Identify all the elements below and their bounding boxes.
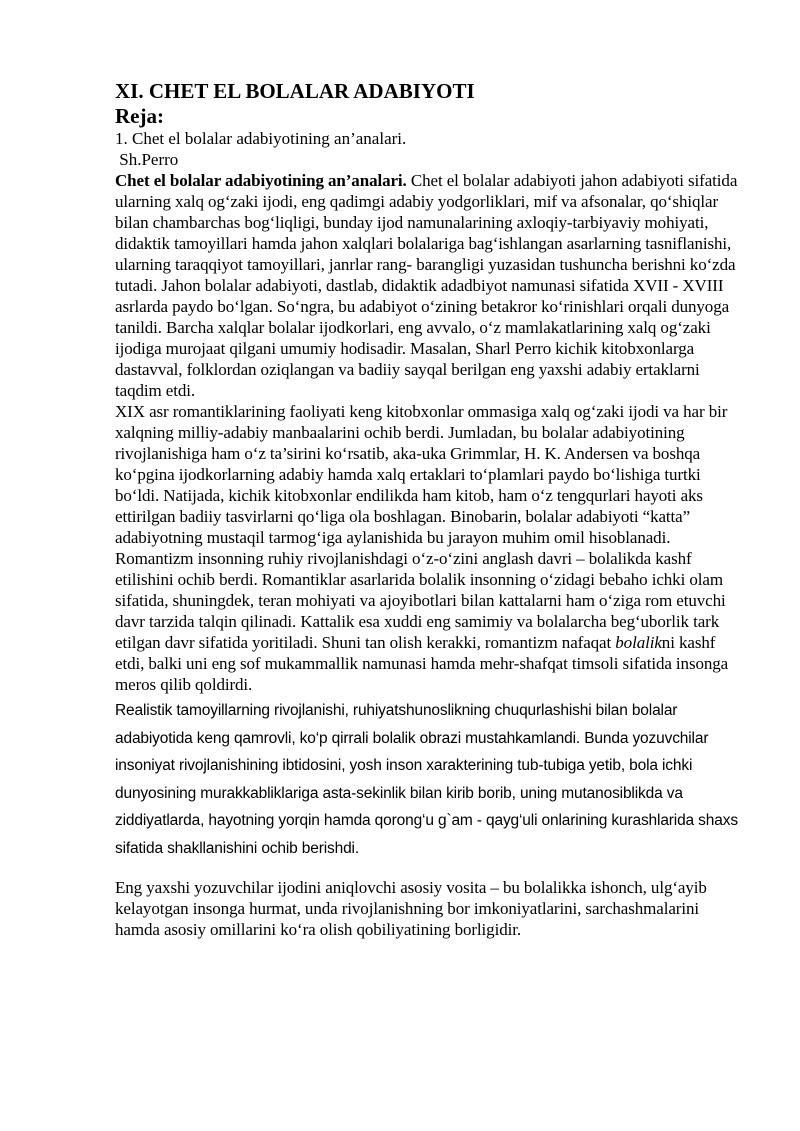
section-text: Chet el bolalar adabiyoti jahon adabiyoti sifatida ularning xalq og‘zaki ijodi, eng qadimgi adabiy yodgorliklari, mif va afsonalar, qo‘shiqlar bilan chambarchas bog‘liqligi, bunday ijod namunalarining axloqiy-tarbiyaviy mohiyati, didaktik tamoyillari hamda jahon xalqlari bolalariga bag‘ishlangan asarlarning tasniflanishi, ularning taraqqiyot tamoyillari, janrlar rang- barangligi yuzasidan tushuncha berishni ko‘zda tutadi. Jahon bolalar adabiyoti, dastlab, didaktik adadbiyot namunasi sifatida XVII - XVIII asrlarda paydo bo‘lgan. So‘ngra, bu adabiyot o‘zining betakror ko‘rinishlari orqali dunyoga tanildi. Barcha xalqlar bolalar ijodkorlari, eng avvalo, o‘z mamlakatlarining xalq og‘zaki ijodiga murojaat qilgani umumiy hodisadir. Masalan, Sharl Perro kichik kitobxonlarga dastavval, folklordan oziqlangan va badiiy sayqal berilgan eng yaxshi adabiy ertaklarni taqdim etdi. bbox=[115, 171, 738, 400]
paragraph-traditions bbox=[115, 170, 740, 401]
plan-heading: Reja: bbox=[115, 104, 164, 128]
romanticism-text-start: Romantizm insonning ruhiy rivojlanishdagi o‘z-o‘zini anglash davri – bolalikda kashf etilishini ochib berdi. Romantiklar asarlarida bolalik insonning o‘zidagi bebaho ichki olam sifatida, shuningdek, teran mohiyati va ajoyibotlari bilan kattalarni ham o‘ziga rom etuvchi davr tarzida talqin qilinadi. Kattalik esa xuddi eng samimiy va bolalarcha beg‘uborlik tark etilgan davr sifatida yoritiladi. Shuni tan olish kerakki, romantizm nafaqat bbox=[115, 549, 726, 652]
document-page bbox=[115, 78, 740, 940]
section-lead: Chet el bolalar adabiyotining an’analari. bbox=[115, 171, 407, 190]
plan-item-2: Sh.Perro bbox=[115, 150, 179, 169]
document-title: XI. CHET EL BOLALAR ADABIYOTI bbox=[115, 79, 475, 103]
paragraph-romanticism bbox=[115, 548, 740, 695]
paragraph-realism: Realistik tamoyillarning rivojlanishi, ruhiyatshunoslikning chuqurlashishi bilan bolalar adabiyotida keng qamrovli, ko‘p qirrali bolalik obrazi mustahkamlandi. Bunda yozuvchilar insoniyat rivojlanishining ibtidosini, yosh inson xarakterining tub-tubiga yetib, bola ichki dunyosining murakkabliklariga asta-sekinlik bilan kirib borib, uning mutanosiblikda va ziddiyatlarda, hayotning yorqin hamda qorong‘u g`am - qayg‘uli onlarining kurashlarida shaxs sifatida shakllanishini ochib berishdi. bbox=[115, 702, 738, 857]
paragraph-best-writers: Eng yaxshi yozuvchilar ijodini aniqlovchi asosiy vosita – bu bolalikka ishonch, ulg‘ayib kelayotgan insonga hurmat, unda rivojlanishning bor imkoniyatlarini, sarchashmalarini hamda asosiy omillarini ko‘ra olish qobiliyatining borligidir. bbox=[115, 878, 707, 939]
romanticism-italic-word: bolalik bbox=[615, 633, 662, 652]
romanticism-text-end: ni kashf etdi, balki uni eng sof mukammallik namunasi hamda mehr-shafqat timsoli sifatida insonga meros qilib qoldirdi. bbox=[115, 633, 729, 694]
paragraph-romantics: XIX asr romantiklarining faoliyati keng kitobxonlar ommasiga xalq og‘zaki ijodi va har bir xalqning milliy-adabiy manbaalarini ochib berdi. Jumladan, bu bolalar adabiyotining rivojlanishiga ham o‘z ta’sirini ko‘rsatib, aka-uka Grimmlar, H. K. Andersen va boshqa ko‘pgina ijodkorlarning adabiy hamda xalq ertaklari to‘plamlari paydo bo‘lishiga turtki bo‘ldi. Natijada, kichik kitobxonlar endilikda ham kitob, ham o‘z tengqurlari hayoti aks ettirilgan badiiy tasvirlarni qo‘liga ola boshlagan. Binobarin, bolalar adabiyoti “katta” adabiyotning mustaqil tarmog‘iga aylanishida bu jarayon muhim omil hisoblanadi. bbox=[115, 402, 728, 547]
plan-item-1: 1. Chet el bolalar adabiyotining an’analari. bbox=[115, 129, 407, 148]
